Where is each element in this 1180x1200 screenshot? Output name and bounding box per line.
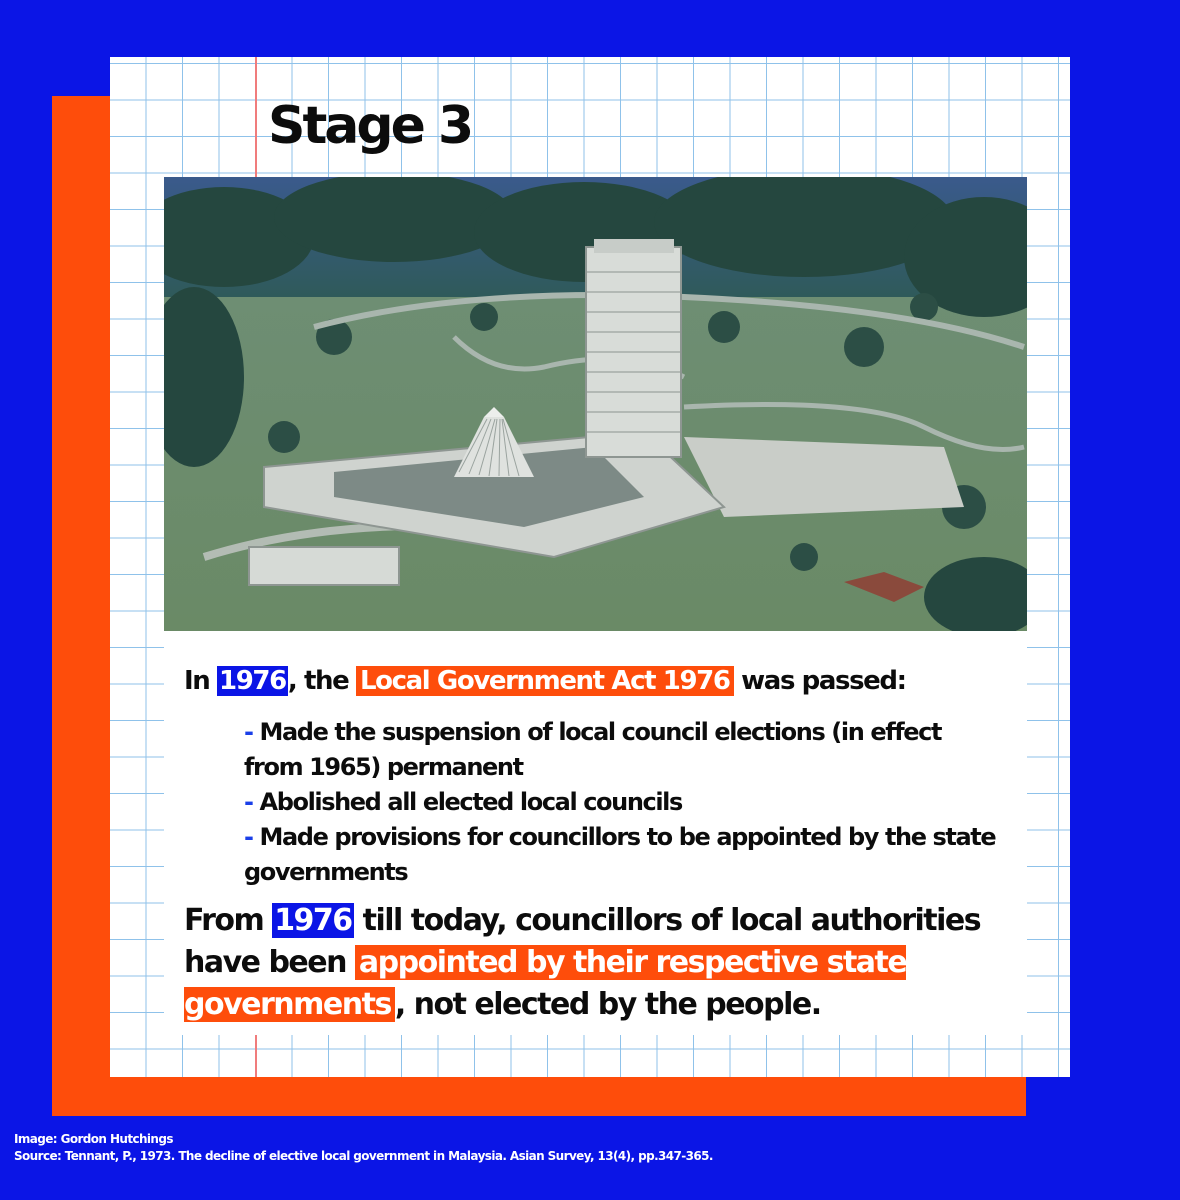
page-title: Stage 3 (268, 96, 472, 156)
bullet-text: Made the suspension of local council elections (in effect from 1965) permanent (244, 718, 942, 781)
source-credit: Source: Tennant, P., 1973. The decline of elective local government in Malaysia. Asian Survey, 13(4), pp.347-365. (14, 1149, 713, 1163)
conclusion-suffix: , not elected by the people. (394, 987, 821, 1022)
appointed-highlight: appointed by their respective state governments (184, 945, 907, 1022)
bullet-text: Abolished all elected local councils (259, 788, 682, 816)
intro-suffix: was passed: (733, 666, 906, 696)
bullet-text: Made provisions for councillors to be appointed by the state governments (244, 823, 996, 886)
list-item (244, 785, 1004, 820)
conclusion-middle: till today, councillors of local authorities have been (184, 903, 981, 980)
bullet-dash: - (244, 718, 260, 746)
list-item (244, 715, 1004, 785)
bullet-dash: - (244, 788, 260, 816)
credits (14, 1131, 713, 1165)
list-item (244, 820, 1004, 890)
act-highlight: Local Government Act 1976 (356, 666, 734, 696)
bullet-list (244, 715, 1004, 890)
intro-middle: , the (287, 666, 356, 696)
parliament-building-photo (164, 177, 1027, 631)
intro-prefix: In (184, 666, 218, 696)
intro-statement (184, 666, 906, 696)
bullet-dash: - (244, 823, 260, 851)
conclusion-prefix: From (184, 903, 273, 938)
year-highlight: 1976 (274, 903, 352, 938)
conclusion-statement (184, 900, 984, 1026)
year-highlight: 1976 (219, 666, 286, 696)
image-credit: Image: Gordon Hutchings (14, 1132, 173, 1146)
